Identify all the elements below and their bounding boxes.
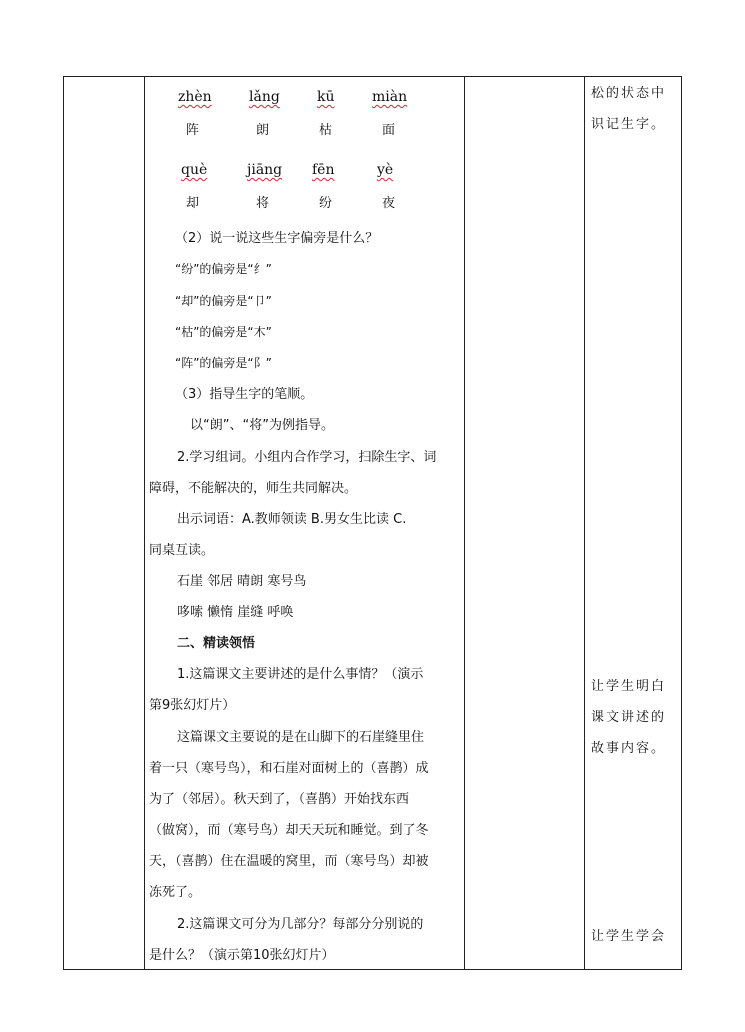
body-text: 这篇课文主要说的是在山脚下的石崖缝里住 bbox=[177, 730, 425, 745]
body-text: （做窝），而（寒号鸟）却天天玩和睡觉。到了冬 bbox=[149, 823, 429, 838]
body-text: 天，（喜鹊）住在温暖的窝里，而（寒号鸟）却被 bbox=[149, 854, 429, 869]
word-list: 哆嗦 懒惰 崖缝 呼唤 bbox=[177, 605, 294, 620]
question-text: （2）说一说这些生字偏旁是什么？ bbox=[175, 231, 379, 246]
note-text: 让学生学会 bbox=[591, 929, 667, 944]
body-text: 以“朗”、“将”为例指导。 bbox=[190, 418, 334, 433]
hanzi: 却 bbox=[186, 196, 200, 211]
hanzi: 纷 bbox=[319, 196, 333, 211]
body-text: 2.学习组词。小组内合作学习，扫除生字、词 bbox=[177, 450, 437, 465]
pinyin: què bbox=[181, 162, 208, 178]
radical-line: “阵”的偏旁是“阝” bbox=[175, 356, 272, 370]
design-intent-cell bbox=[585, 77, 682, 969]
lesson-table bbox=[63, 76, 682, 970]
column-divider bbox=[144, 77, 145, 969]
radical-line: “枯”的偏旁是“木” bbox=[175, 325, 272, 339]
body-text: 出示词语：A.教师领读 B.男女生比读 C. bbox=[177, 512, 407, 527]
hanzi: 枯 bbox=[319, 123, 333, 138]
note-text: 课文讲述的 bbox=[591, 710, 667, 725]
pinyin: lǎng bbox=[249, 89, 280, 105]
body-text: 为了（邻居）。秋天到了，（喜鹊）开始找东西 bbox=[149, 792, 410, 807]
radical-line: “却”的偏旁是“卩” bbox=[175, 294, 272, 308]
hanzi: 夜 bbox=[382, 196, 396, 211]
hanzi: 将 bbox=[256, 196, 270, 211]
body-text: 冻死了。 bbox=[149, 885, 202, 900]
column-divider bbox=[464, 77, 465, 969]
word-list: 石崖 邻居 晴朗 寒号鸟 bbox=[177, 574, 307, 589]
note-text: 识记生字。 bbox=[591, 117, 667, 132]
hanzi: 面 bbox=[382, 123, 396, 138]
note-text: 松的状态中 bbox=[591, 86, 667, 101]
body-text: 同桌互读。 bbox=[149, 543, 215, 558]
pinyin: yè bbox=[377, 162, 394, 178]
body-text: 2.这篇课文可分为几部分？每部分分别说的 bbox=[177, 917, 424, 932]
body-text: 是什么？（演示第10张幻灯片） bbox=[149, 948, 335, 963]
note-text: 让学生明白 bbox=[591, 679, 667, 694]
body-text: 1.这篇课文主要讲述的是什么事情？（演示 bbox=[177, 667, 424, 682]
pinyin: zhèn bbox=[178, 89, 212, 105]
hanzi: 朗 bbox=[256, 123, 270, 138]
pinyin: kū bbox=[317, 89, 335, 105]
radical-line: “纷”的偏旁是“纟” bbox=[175, 262, 272, 276]
body-text: 着一只（寒号鸟），和石崖对面树上的（喜鹊）成 bbox=[149, 761, 429, 776]
body-text: 第9张幻灯片） bbox=[149, 698, 236, 713]
section-heading: 二、精读领悟 bbox=[177, 636, 256, 651]
question-text: （3）指导生字的笔顺。 bbox=[175, 387, 314, 402]
teaching-content-cell bbox=[148, 77, 464, 969]
pinyin: miàn bbox=[372, 89, 408, 105]
pinyin: fēn bbox=[312, 162, 335, 178]
hanzi: 阵 bbox=[186, 123, 200, 138]
note-text: 故事内容。 bbox=[591, 741, 667, 756]
body-text: 障碍，不能解决的，师生共同解决。 bbox=[149, 481, 358, 496]
pinyin: jiāng bbox=[247, 162, 283, 178]
